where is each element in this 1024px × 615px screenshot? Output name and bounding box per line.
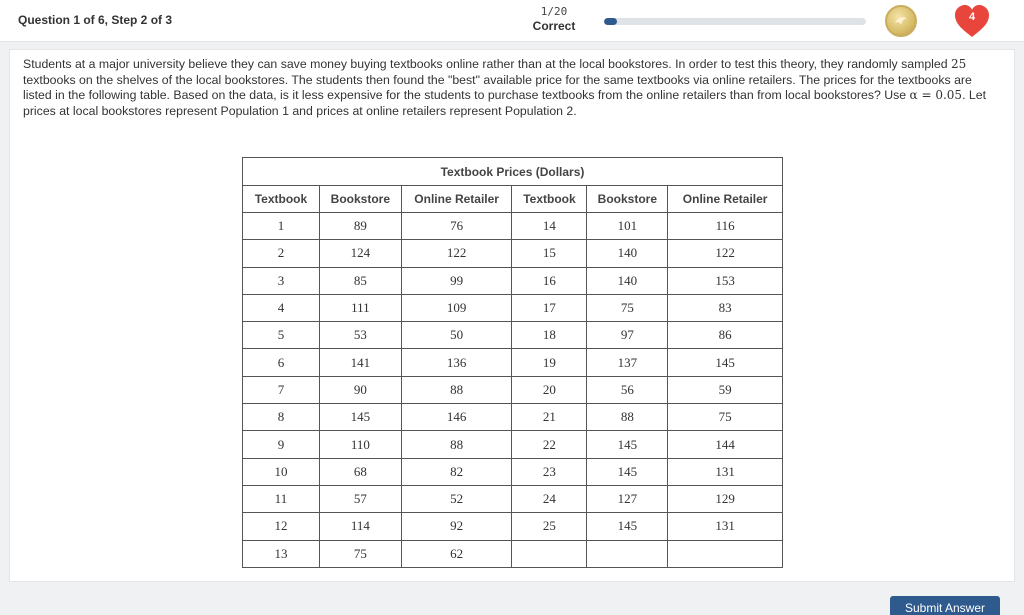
table-row bbox=[243, 404, 783, 431]
sample-size: 25 bbox=[951, 57, 967, 71]
table-cell: 141 bbox=[319, 349, 401, 376]
table-cell: 144 bbox=[668, 431, 783, 458]
table-cell: 85 bbox=[319, 267, 401, 294]
table-cell: 19 bbox=[512, 349, 587, 376]
table-row bbox=[243, 458, 783, 485]
column-header: Bookstore bbox=[319, 186, 401, 213]
column-header: Textbook bbox=[512, 186, 587, 213]
column-header: Online Retailer bbox=[668, 186, 783, 213]
table-row bbox=[243, 431, 783, 458]
table-cell: 97 bbox=[587, 322, 668, 349]
table-cell: 68 bbox=[319, 458, 401, 485]
table-cell: 11 bbox=[243, 485, 320, 512]
table-cell: 145 bbox=[668, 349, 783, 376]
table-cell: 140 bbox=[587, 267, 668, 294]
table-cell: 52 bbox=[401, 485, 512, 512]
table-cell: 62 bbox=[401, 540, 512, 567]
table-cell: 122 bbox=[401, 240, 512, 267]
top-bar bbox=[0, 0, 1024, 42]
table-cell: 136 bbox=[401, 349, 512, 376]
table-cell: 8 bbox=[243, 404, 320, 431]
table-cell: 131 bbox=[668, 458, 783, 485]
table-cell: 15 bbox=[512, 240, 587, 267]
table-cell: 145 bbox=[587, 513, 668, 540]
score-indicator bbox=[520, 4, 588, 34]
score-status: Correct bbox=[532, 19, 576, 33]
submit-answer-button[interactable]: Submit Answer bbox=[890, 596, 1000, 615]
table-row bbox=[243, 540, 783, 567]
table-cell: 13 bbox=[243, 540, 320, 567]
table-cell: 89 bbox=[319, 213, 401, 240]
question-card bbox=[9, 49, 1015, 582]
table-cell: 14 bbox=[512, 213, 587, 240]
table-cell: 82 bbox=[401, 458, 512, 485]
table-cell: 12 bbox=[243, 513, 320, 540]
table-cell: 75 bbox=[319, 540, 401, 567]
table-cell: 129 bbox=[668, 485, 783, 512]
table-cell: 21 bbox=[512, 404, 587, 431]
textbook-prices-table bbox=[242, 157, 783, 568]
table-cell: 50 bbox=[401, 322, 512, 349]
table-cell: 22 bbox=[512, 431, 587, 458]
table-cell: 76 bbox=[401, 213, 512, 240]
table-cell: 88 bbox=[587, 404, 668, 431]
table-cell: 88 bbox=[401, 376, 512, 403]
table-cell: 18 bbox=[512, 322, 587, 349]
table-cell: 124 bbox=[319, 240, 401, 267]
table-cell: 20 bbox=[512, 376, 587, 403]
table-row bbox=[243, 376, 783, 403]
table-row bbox=[243, 485, 783, 512]
problem-text-part3: . Let prices at local bookstores represent Population 1 and prices at online retailers represent Population 2. bbox=[23, 88, 986, 118]
progress-fill bbox=[604, 18, 617, 25]
table-cell: 114 bbox=[319, 513, 401, 540]
column-header: Online Retailer bbox=[401, 186, 512, 213]
table-cell: 88 bbox=[401, 431, 512, 458]
table-cell: 153 bbox=[668, 267, 783, 294]
problem-text-part2: textbooks on the shelves of the local bookstores. The students then found the "best" available price for the same textbooks via online retailers. The prices for the textbooks are listed in the following table. Based on the data, is it less expensive for the students to purchase textbooks from the online retailers than from local bookstores? Use bbox=[23, 72, 972, 102]
alpha-value: α = 0.05 bbox=[909, 88, 963, 102]
table-row bbox=[243, 513, 783, 540]
table-cell: 109 bbox=[401, 294, 512, 321]
table-cell: 17 bbox=[512, 294, 587, 321]
table-cell: 3 bbox=[243, 267, 320, 294]
table-cell: 9 bbox=[243, 431, 320, 458]
table-cell: 145 bbox=[587, 458, 668, 485]
table-cell: 2 bbox=[243, 240, 320, 267]
hearts-count: 4 bbox=[968, 11, 976, 23]
problem-text-part1: Students at a major university believe they can save money buying textbooks online rather than at the local bookstores. In order to test this theory, they randomly sampled bbox=[23, 57, 952, 71]
table-cell: 1 bbox=[243, 213, 320, 240]
table-row bbox=[243, 349, 783, 376]
table-row bbox=[243, 322, 783, 349]
table-cell: 90 bbox=[319, 376, 401, 403]
table-cell: 131 bbox=[668, 513, 783, 540]
table-cell: 145 bbox=[587, 431, 668, 458]
table-cell: 4 bbox=[243, 294, 320, 321]
table-cell: 25 bbox=[512, 513, 587, 540]
table-cell: 145 bbox=[319, 404, 401, 431]
table-cell: 6 bbox=[243, 349, 320, 376]
table-row bbox=[243, 294, 783, 321]
question-step-label: Question 1 of 6, Step 2 of 3 bbox=[18, 13, 173, 27]
table-cell: 5 bbox=[243, 322, 320, 349]
table-cell: 23 bbox=[512, 458, 587, 485]
table-cell: 16 bbox=[512, 267, 587, 294]
table-cell: 53 bbox=[319, 322, 401, 349]
table-cell bbox=[587, 540, 668, 567]
table-cell: 111 bbox=[319, 294, 401, 321]
table-cell: 92 bbox=[401, 513, 512, 540]
table-cell: 75 bbox=[587, 294, 668, 321]
table-cell: 127 bbox=[587, 485, 668, 512]
table-title: Textbook Prices (Dollars) bbox=[243, 158, 783, 186]
table-cell bbox=[512, 540, 587, 567]
column-header: Bookstore bbox=[587, 186, 668, 213]
table-cell: 59 bbox=[668, 376, 783, 403]
score-fraction: 1/20 bbox=[540, 5, 568, 18]
table-row bbox=[243, 267, 783, 294]
table-cell: 56 bbox=[587, 376, 668, 403]
table-cell: 75 bbox=[668, 404, 783, 431]
table-cell: 122 bbox=[668, 240, 783, 267]
table-cell: 86 bbox=[668, 322, 783, 349]
progress-bar bbox=[604, 18, 866, 25]
column-header: Textbook bbox=[243, 186, 320, 213]
bird-icon bbox=[893, 13, 909, 29]
table-cell: 10 bbox=[243, 458, 320, 485]
table-cell: 101 bbox=[587, 213, 668, 240]
problem-statement bbox=[23, 57, 1003, 119]
table-cell: 57 bbox=[319, 485, 401, 512]
table-cell: 146 bbox=[401, 404, 512, 431]
table-cell: 7 bbox=[243, 376, 320, 403]
table-cell: 137 bbox=[587, 349, 668, 376]
table-cell: 110 bbox=[319, 431, 401, 458]
coin-badge-icon[interactable] bbox=[885, 5, 917, 37]
table-cell bbox=[668, 540, 783, 567]
table-cell: 83 bbox=[668, 294, 783, 321]
hearts-indicator bbox=[953, 3, 991, 39]
table-cell: 99 bbox=[401, 267, 512, 294]
table-cell: 24 bbox=[512, 485, 587, 512]
table-cell: 116 bbox=[668, 213, 783, 240]
table-row bbox=[243, 240, 783, 267]
table-cell: 140 bbox=[587, 240, 668, 267]
table-row bbox=[243, 213, 783, 240]
